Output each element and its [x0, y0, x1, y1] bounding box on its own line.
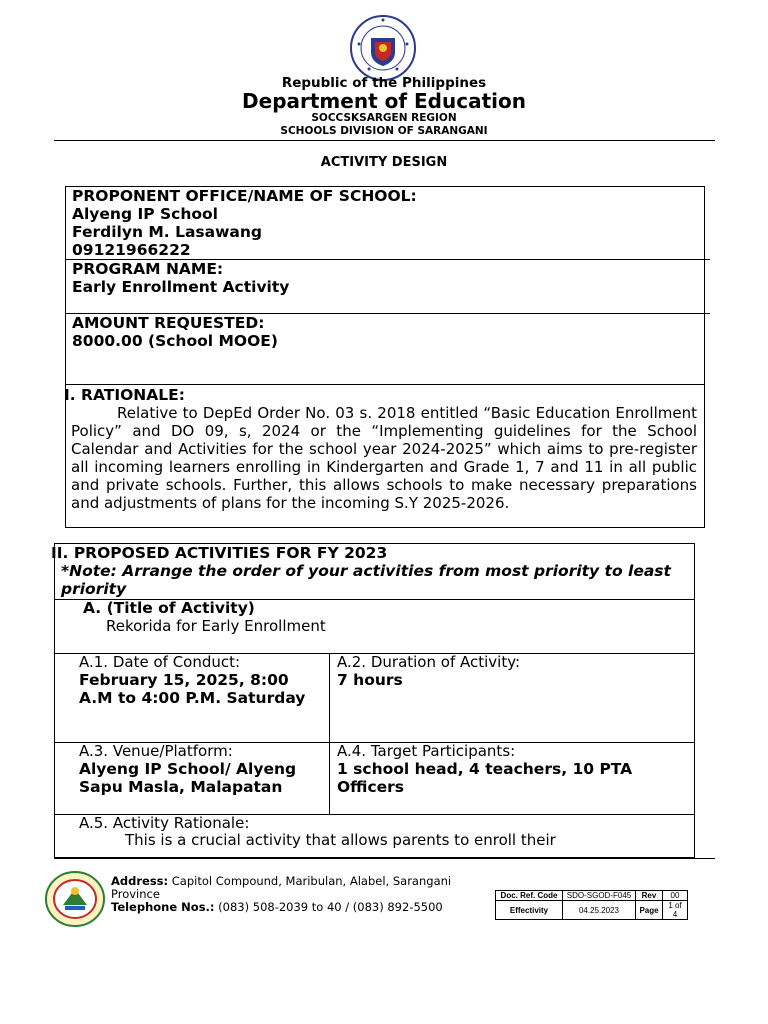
deped-seal-icon [349, 14, 417, 82]
page-label: Page [636, 901, 663, 920]
rationale-body: Relative to DepEd Order No. 03 s. 2018 entitled “Basic Education Enrollment Policy” and DO 09, s, 2024 or the “Implementing guidelines for the School Calendar and Activities for the school year 2024-2025” which aims to pre-register all incoming learners enrolling in Kindergarten and Grade 1, 7 and 11 in all public and private schools. Further, this allows schools to make necessary preparations and adjustments of plans for the incoming S.Y 2025-2026. [71, 404, 697, 512]
rev-value: 00 [663, 891, 688, 901]
proposed-heading: II. PROPOSED ACTIVITIES FOR FY 2023 [51, 544, 388, 562]
program-value: Early Enrollment Activity [72, 278, 290, 296]
division-seal-icon [45, 871, 105, 927]
program-label: PROGRAM NAME: [72, 260, 224, 278]
footer-rule [54, 858, 715, 859]
column-divider [329, 653, 330, 814]
rev-label: Rev [636, 891, 663, 901]
rationale-section [64, 384, 704, 512]
proponent-label: PROPONENT OFFICE/NAME OF SCHOOL: [72, 187, 417, 205]
proponent-phone: 09121966222 [72, 241, 191, 259]
effectivity-label: Effectivity [496, 901, 563, 920]
header-department: Department of Education [242, 89, 526, 113]
proponent-school: Alyeng IP School [72, 205, 218, 223]
proposed-activities-box [51, 543, 695, 858]
header-republic: Republic of the Philippines [281, 75, 487, 91]
duration-value: 7 hours [337, 671, 403, 689]
participants-label: A.4. Target Participants: [337, 742, 516, 760]
document-control-table [495, 890, 688, 920]
header-rule [54, 140, 715, 141]
footer-address [111, 875, 471, 914]
telephone-value: (083) 508-2039 to 40 / (083) 892-5500 [218, 900, 443, 914]
venue-label: A.3. Venue/Platform: [79, 742, 233, 760]
proponent-section [66, 187, 710, 259]
activity-title: Rekorida for Early Enrollment [106, 617, 326, 635]
activity-title-label: A. (Title of Activity) [83, 599, 255, 617]
telephone-label: Telephone Nos.: [111, 900, 215, 914]
address-label: Address: [111, 874, 169, 888]
activity-rationale-label: A.5. Activity Rationale: [79, 814, 250, 832]
participants-value: 1 school head, 4 teachers, 10 PTA Officers [337, 760, 633, 796]
date-label: A.1. Date of Conduct: [79, 653, 241, 671]
address-value: Capitol Compound, Maribulan, Alabel, Sarangani Province [111, 874, 452, 901]
proponent-person: Ferdilyn M. Lasawang [72, 223, 263, 241]
doc-ref-value: SDO-SGOD-F045 [563, 891, 636, 901]
duration-label: A.2. Duration of Activity: [337, 653, 521, 671]
program-section [66, 259, 710, 296]
effectivity-value: 04.25.2023 [563, 901, 636, 920]
amount-label: AMOUNT REQUESTED: [72, 314, 265, 332]
rationale-heading: I. RATIONALE: [64, 386, 185, 404]
document-title: ACTIVITY DESIGN [320, 155, 448, 170]
proposed-note: *Note: Arrange the order of your activities from most priority to least priority [61, 562, 671, 598]
header-region: SOCCSKSARGEN REGION [311, 112, 457, 124]
header-division: SCHOOLS DIVISION OF SARANGANI [280, 125, 488, 137]
amount-section [66, 313, 710, 350]
activity-info-box [65, 186, 705, 528]
page-value: 1 of 4 [663, 901, 688, 920]
venue-value: Alyeng IP School/ Alyeng Sapu Masla, Malapatan [79, 760, 297, 796]
amount-value: 8000.00 (School MOOE) [72, 332, 278, 350]
date-value: February 15, 2025, 8:00 A.M to 4:00 P.M. Saturday [79, 671, 306, 707]
doc-ref-label: Doc. Ref. Code [496, 891, 563, 901]
activity-rationale-body: This is a crucial activity that allows parents to enroll their [125, 831, 556, 849]
